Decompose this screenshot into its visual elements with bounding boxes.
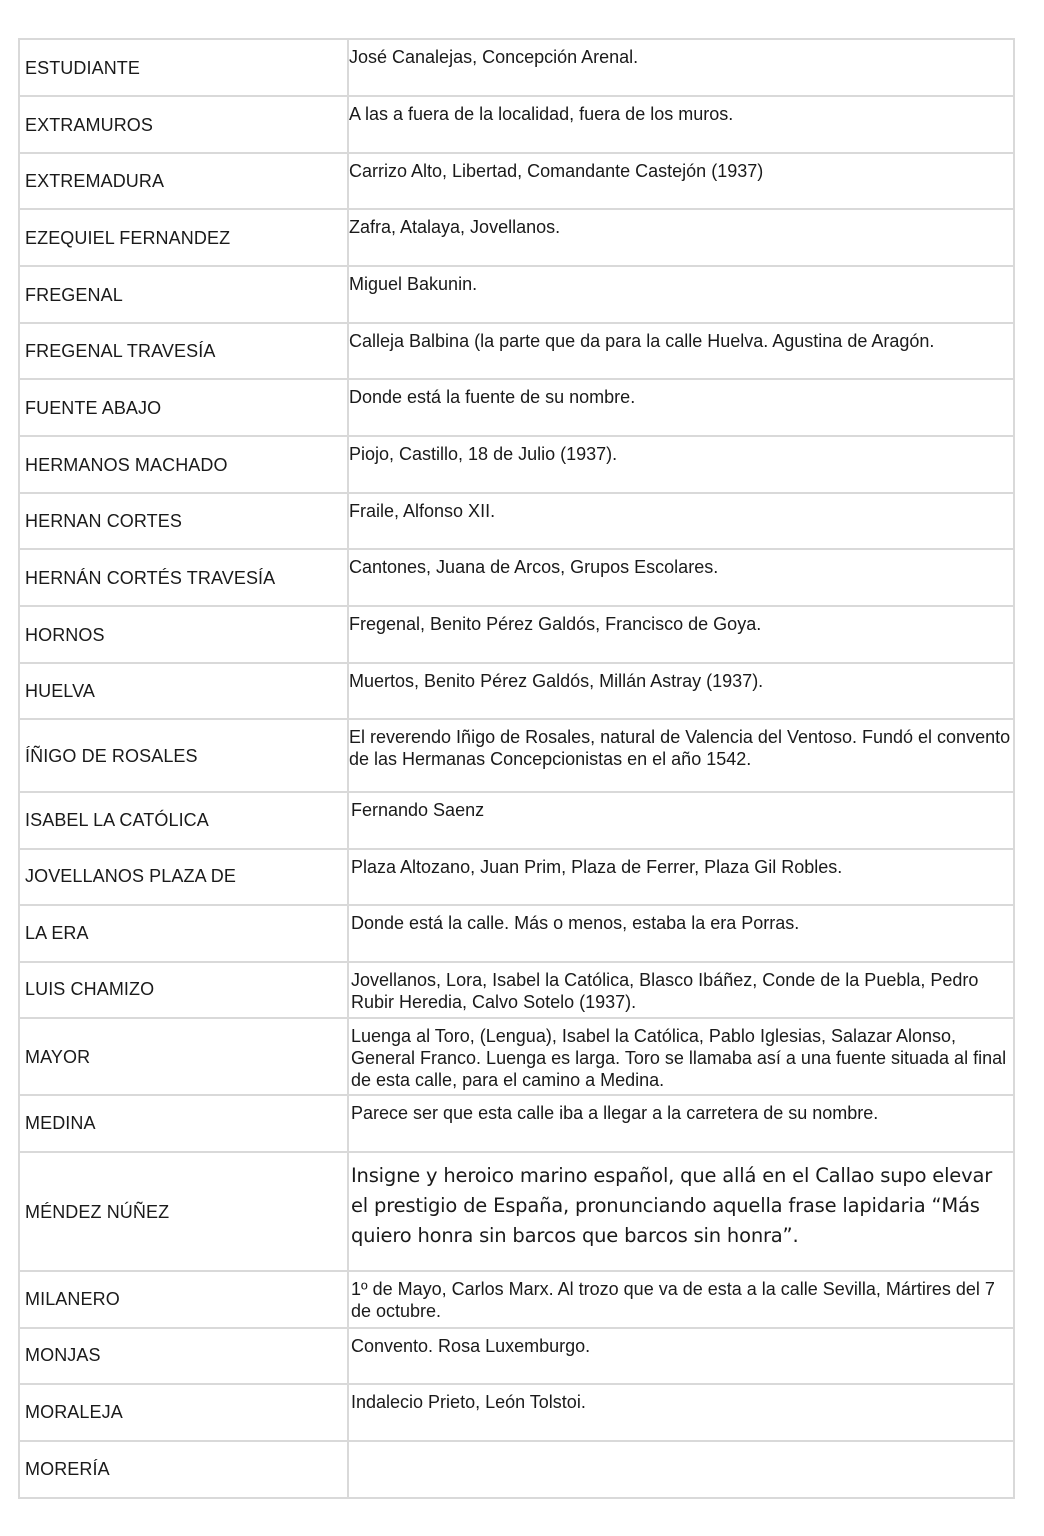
street-description xyxy=(348,1441,1014,1498)
table-row xyxy=(19,792,1014,849)
description-text: Donde está la calle. Más o menos, estaba la era Porras. xyxy=(351,913,800,933)
street-description xyxy=(348,39,1014,96)
street-name: LUIS CHAMIZO xyxy=(19,962,348,1018)
table-row xyxy=(19,1441,1014,1498)
table-row xyxy=(19,905,1014,962)
street-name: JOVELLANOS PLAZA DE xyxy=(19,849,348,905)
street-name: FREGENAL TRAVESÍA xyxy=(19,323,348,379)
table-row xyxy=(19,153,1014,209)
table-row xyxy=(19,1384,1014,1441)
street-description xyxy=(348,849,1014,905)
street-description xyxy=(348,379,1014,436)
street-name: MORERÍA xyxy=(19,1441,348,1498)
street-name: HUELVA xyxy=(19,663,348,719)
table-row xyxy=(19,266,1014,323)
street-description xyxy=(348,1384,1014,1441)
street-description xyxy=(348,209,1014,266)
table-row xyxy=(19,379,1014,436)
table-row xyxy=(19,323,1014,379)
street-description xyxy=(348,1328,1014,1384)
table-row xyxy=(19,1152,1014,1271)
table-row xyxy=(19,436,1014,493)
street-description xyxy=(348,1018,1014,1095)
street-name: ESTUDIANTE xyxy=(19,39,348,96)
street-description xyxy=(348,493,1014,549)
table-row xyxy=(19,663,1014,719)
description-text: A las a fuera de la localidad, fuera de los muros. xyxy=(349,104,734,124)
street-description xyxy=(348,323,1014,379)
description-text: Fraile, Alfonso XII. xyxy=(349,501,496,521)
street-description xyxy=(348,1152,1014,1271)
table-row xyxy=(19,962,1014,1018)
description-text: 1º de Mayo, Carlos Marx. Al trozo que va de esta a la calle Sevilla, Mártires del 7 de octubre. xyxy=(351,1279,995,1321)
street-name: EZEQUIEL FERNANDEZ xyxy=(19,209,348,266)
description-text: Jovellanos, Lora, Isabel la Católica, Blasco Ibáñez, Conde de la Puebla, Pedro Rubir Heredia, Calvo Sotelo (1937). xyxy=(351,970,979,1012)
street-name: EXTRAMUROS xyxy=(19,96,348,153)
street-description xyxy=(348,266,1014,323)
street-name: HERMANOS MACHADO xyxy=(19,436,348,493)
street-description xyxy=(348,1095,1014,1152)
description-text: Piojo, Castillo, 18 de Julio (1937). xyxy=(349,444,618,464)
description-text: Convento. Rosa Luxemburgo. xyxy=(351,1336,591,1356)
street-description xyxy=(348,436,1014,493)
street-description xyxy=(348,1271,1014,1328)
street-name: MÉNDEZ NÚÑEZ xyxy=(19,1152,348,1271)
description-text: Carrizo Alto, Libertad, Comandante Castejón (1937) xyxy=(349,161,764,181)
street-description xyxy=(348,549,1014,606)
description-text: Miguel Bakunin. xyxy=(349,274,478,294)
street-description xyxy=(348,606,1014,663)
table-row xyxy=(19,606,1014,663)
description-text: Donde está la fuente de su nombre. xyxy=(349,387,636,407)
street-name: FUENTE ABAJO xyxy=(19,379,348,436)
street-description xyxy=(348,719,1014,792)
table-row xyxy=(19,719,1014,792)
description-text: Parece ser que esta calle iba a llegar a la carretera de su nombre. xyxy=(351,1103,879,1123)
street-name: HORNOS xyxy=(19,606,348,663)
street-name: MONJAS xyxy=(19,1328,348,1384)
description-text: Insigne y heroico marino español, que allá en el Callao supo elevar el prestigio de España, pronunciando aquella frase lapidaria “Más quiero honra sin barcos que barcos sin honra”. xyxy=(351,1164,993,1247)
street-names-table xyxy=(18,38,1015,1499)
table-row xyxy=(19,39,1014,96)
description-text: Muertos, Benito Pérez Galdós, Millán Astray (1937). xyxy=(349,671,764,691)
street-name: EXTREMADURA xyxy=(19,153,348,209)
table-row xyxy=(19,1328,1014,1384)
street-name: MAYOR xyxy=(19,1018,348,1095)
table-row xyxy=(19,849,1014,905)
street-description xyxy=(348,96,1014,153)
description-text: Zafra, Atalaya, Jovellanos. xyxy=(349,217,561,237)
table-row xyxy=(19,549,1014,606)
table-row xyxy=(19,209,1014,266)
street-name: MORALEJA xyxy=(19,1384,348,1441)
description-text: Indalecio Prieto, León Tolstoi. xyxy=(351,1392,586,1412)
street-name: MEDINA xyxy=(19,1095,348,1152)
table-row xyxy=(19,493,1014,549)
street-name: MILANERO xyxy=(19,1271,348,1328)
street-description xyxy=(348,962,1014,1018)
description-text: Luenga al Toro, (Lengua), Isabel la Católica, Pablo Iglesias, Salazar Alonso, General Franco. Luenga es larga. Toro se llamaba así a una fuente situada al final de esta calle, para el camino a Medina. xyxy=(351,1026,1007,1090)
description-text: Cantones, Juana de Arcos, Grupos Escolares. xyxy=(349,557,719,577)
street-name: ÍÑIGO DE ROSALES xyxy=(19,719,348,792)
description-text: Calleja Balbina (la parte que da para la calle Huelva. Agustina de Aragón. xyxy=(349,331,935,351)
description-text: Fernando Saenz xyxy=(351,800,485,820)
table-row xyxy=(19,1018,1014,1095)
street-name: ISABEL LA CATÓLICA xyxy=(19,792,348,849)
street-name: HERNAN CORTES xyxy=(19,493,348,549)
street-name: HERNÁN CORTÉS TRAVESÍA xyxy=(19,549,348,606)
street-name: FREGENAL xyxy=(19,266,348,323)
description-text: Fregenal, Benito Pérez Galdós, Francisco de Goya. xyxy=(349,614,762,634)
description-text: Plaza Altozano, Juan Prim, Plaza de Ferrer, Plaza Gil Robles. xyxy=(351,857,843,877)
street-name: LA ERA xyxy=(19,905,348,962)
street-description xyxy=(348,663,1014,719)
street-description xyxy=(348,905,1014,962)
table-row xyxy=(19,1271,1014,1328)
description-text: El reverendo Iñigo de Rosales, natural de Valencia del Ventoso. Fundó el convento de las Hermanas Concepcionistas en el año 1542. xyxy=(349,727,1011,769)
street-description xyxy=(348,792,1014,849)
street-description xyxy=(348,153,1014,209)
description-text: José Canalejas, Concepción Arenal. xyxy=(349,47,639,67)
table-row xyxy=(19,1095,1014,1152)
table-row xyxy=(19,96,1014,153)
